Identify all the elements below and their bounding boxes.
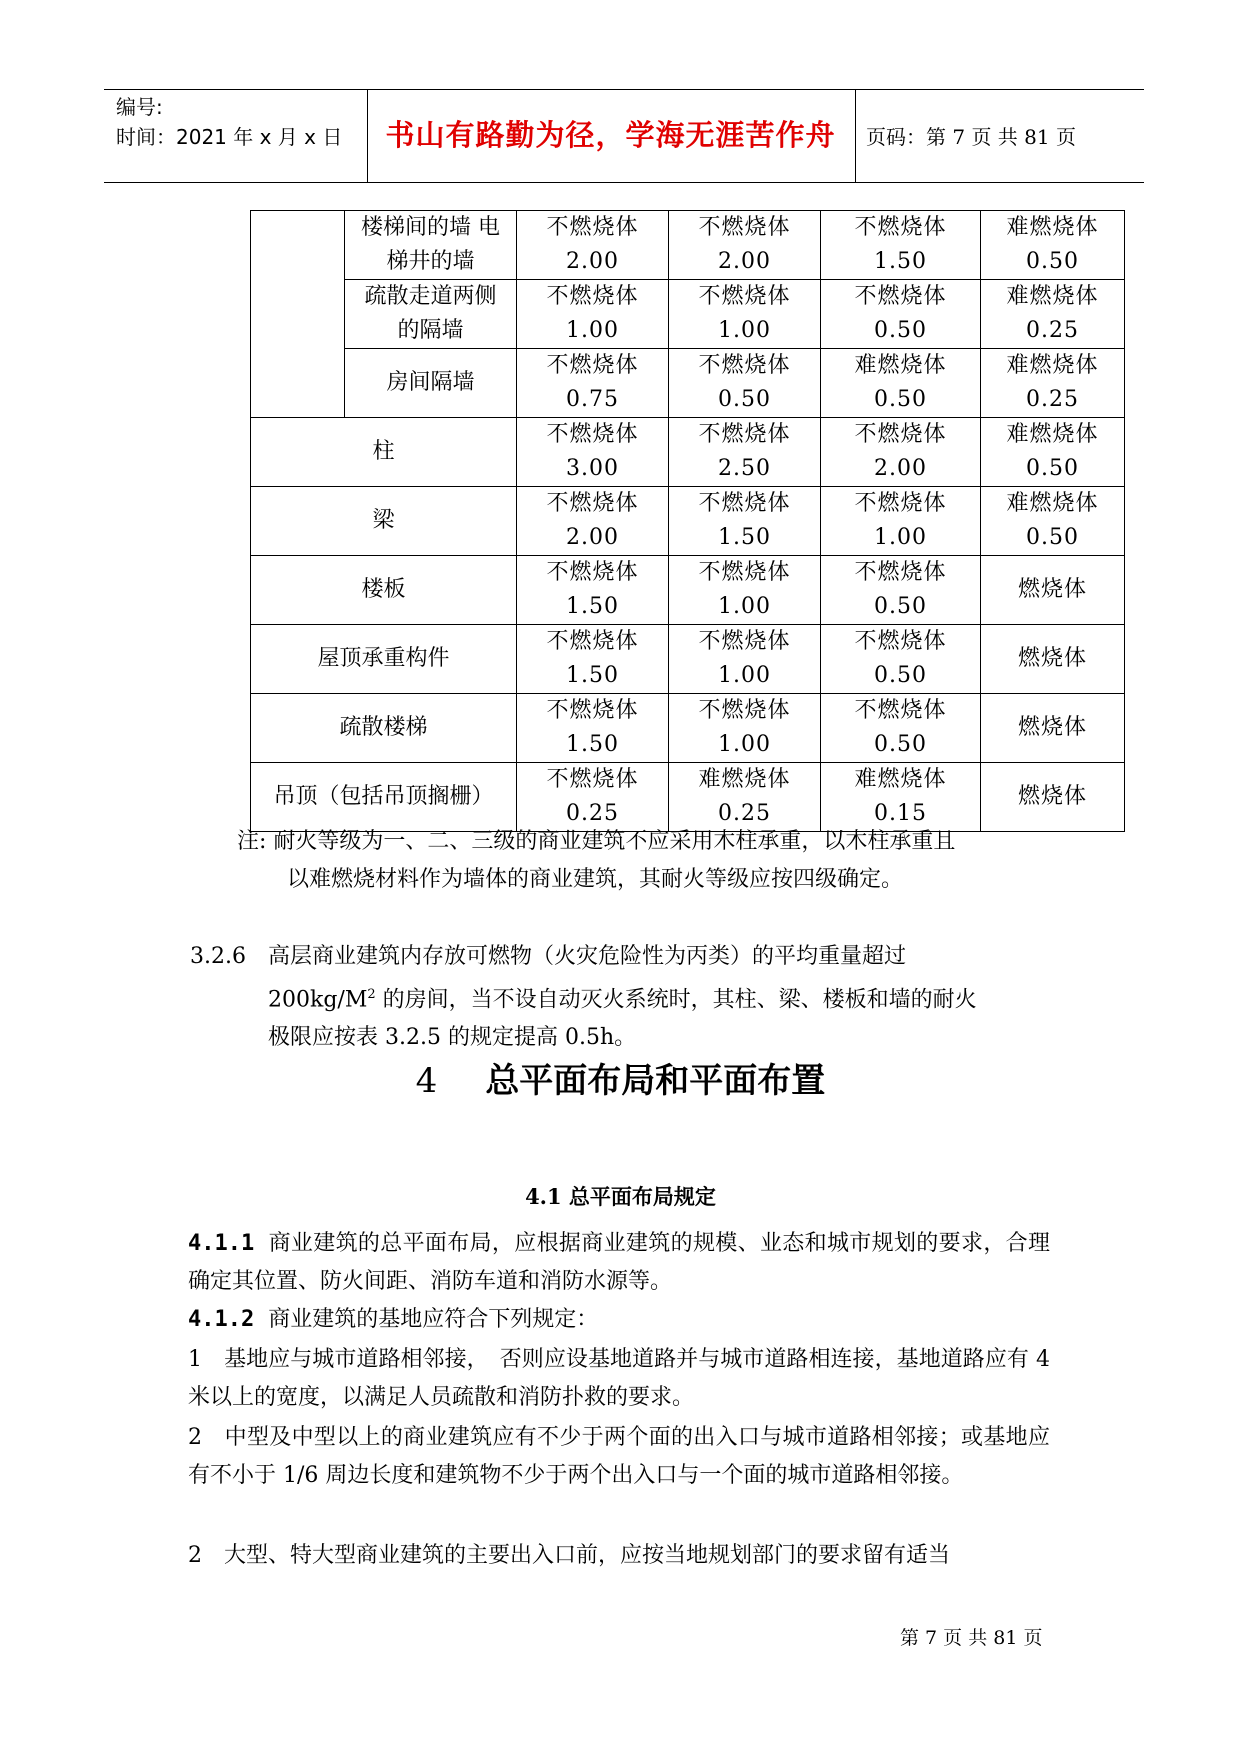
- table-cell: [517, 556, 669, 625]
- header-number-label: 编号:: [116, 95, 163, 119]
- cell-hours: 0.50: [1026, 456, 1079, 481]
- cell-material: 燃烧体: [1017, 715, 1087, 740]
- cell-hours: 1.50: [566, 732, 619, 757]
- cell-hours: 1.00: [718, 318, 771, 343]
- paragraph-item-1: [188, 1341, 1050, 1417]
- table-row: [251, 763, 1125, 832]
- header-bottom-rule: [104, 182, 1144, 183]
- cell-hours: 3.00: [566, 456, 619, 481]
- cell-hours: 0.50: [1026, 525, 1079, 550]
- cell-material: 难燃烧体: [1006, 422, 1099, 447]
- table-row: [251, 625, 1125, 694]
- header-motto: 书山有路勤为径，学海无涯苦作舟: [385, 118, 836, 152]
- table-cell: [981, 694, 1125, 763]
- cell-material: 不燃烧体: [546, 491, 639, 516]
- cell-hours: 0.50: [1026, 249, 1079, 274]
- cell-material: 难燃烧体: [1006, 284, 1099, 309]
- row-label: 柱: [251, 418, 517, 487]
- clause-superscript: 2: [367, 987, 376, 1002]
- chapter-title: [0, 1053, 1241, 1102]
- table-cell: [517, 418, 669, 487]
- table-cell: [981, 418, 1125, 487]
- cell-material: 难燃烧体: [854, 353, 947, 378]
- cell-material: 不燃烧体: [546, 767, 639, 792]
- header-left-block: [116, 92, 342, 152]
- cell-material: 不燃烧体: [546, 629, 639, 654]
- cell-material: 不燃烧体: [698, 353, 791, 378]
- paragraph-number: 4.1.1: [188, 1231, 255, 1256]
- cell-material: 燃烧体: [1017, 577, 1087, 602]
- table-cell: [821, 625, 981, 694]
- cell-hours: 0.50: [874, 663, 927, 688]
- table-cell: [669, 694, 821, 763]
- paragraph-text: 2 大型、特大型商业建筑的主要出入口前，应按当地规划部门的要求留有适当: [188, 1543, 950, 1568]
- row-label: 楼板: [251, 556, 517, 625]
- cell-hours: 1.50: [566, 663, 619, 688]
- header-top-rule: [104, 89, 1144, 90]
- cell-hours: 1.00: [718, 732, 771, 757]
- row-label: 梁: [251, 487, 517, 556]
- chapter-number: 4: [415, 1061, 438, 1101]
- table-note: [237, 823, 955, 899]
- cell-material: 不燃烧体: [698, 284, 791, 309]
- clause-line2-part-b: 的房间，当不设自动灭火系统时，其柱、梁、楼板和墙的耐火: [375, 987, 977, 1013]
- table-cell: [821, 556, 981, 625]
- table-cell: [981, 556, 1125, 625]
- table-cell: [669, 349, 821, 418]
- cell-hours: 0.15: [874, 801, 927, 826]
- table-row: [251, 349, 1125, 418]
- cell-material: 不燃烧体: [854, 215, 947, 240]
- cell-material: 不燃烧体: [546, 422, 639, 447]
- cell-material: 不燃烧体: [698, 215, 791, 240]
- table-row: [251, 556, 1125, 625]
- table-row: [251, 694, 1125, 763]
- cell-material: 难燃烧体: [698, 767, 791, 792]
- clause-line1: 高层商业建筑内存放可燃物（火灾危险性为丙类）的平均重量超过: [268, 944, 907, 969]
- cell-material: 难燃烧体: [1006, 215, 1099, 240]
- table-cell: [821, 349, 981, 418]
- table-row: [251, 280, 1125, 349]
- cell-material: 不燃烧体: [698, 698, 791, 723]
- cell-material: 不燃烧体: [546, 698, 639, 723]
- cell-material: 不燃烧体: [698, 491, 791, 516]
- cell-hours: 0.50: [874, 318, 927, 343]
- paragraph-item-3: [188, 1537, 1050, 1575]
- cell-hours: 1.50: [874, 249, 927, 274]
- cell-hours: 2.00: [874, 456, 927, 481]
- table-cell: [517, 694, 669, 763]
- table-cell: [669, 487, 821, 556]
- row-label: 吊顶（包括吊顶搁栅）: [251, 763, 517, 832]
- cell-material: 不燃烧体: [698, 629, 791, 654]
- cell-material: 不燃烧体: [698, 422, 791, 447]
- cell-hours: 0.75: [566, 387, 619, 412]
- table-row: [251, 211, 1125, 280]
- row-label: 疏散楼梯: [251, 694, 517, 763]
- row-label: 屋顶承重构件: [251, 625, 517, 694]
- row-label: 楼梯间的墙 电梯井的墙: [345, 211, 517, 280]
- table-cell: [981, 763, 1125, 832]
- clause-line3: 极限应按表 3.2.5 的规定提高 0.5h。: [268, 1025, 637, 1051]
- paragraph-4-1-1: [188, 1225, 1050, 1301]
- cell-material: 不燃烧体: [854, 698, 947, 723]
- header-divider-right: [855, 89, 856, 182]
- table-cell: [821, 280, 981, 349]
- page-footer: 第 7 页 共 81 页: [900, 1627, 1043, 1649]
- table-cell: [517, 763, 669, 832]
- clause-line2: [268, 976, 1050, 1019]
- clause-3-2-6: [190, 938, 1050, 1057]
- cell-material: 不燃烧体: [854, 491, 947, 516]
- cell-hours: 1.50: [566, 594, 619, 619]
- table-cell: [517, 625, 669, 694]
- cell-hours: 0.25: [1026, 387, 1079, 412]
- table-cell: [821, 487, 981, 556]
- table-cell: [669, 418, 821, 487]
- table-cell: [981, 280, 1125, 349]
- table-cell: [517, 280, 669, 349]
- cell-material: 燃烧体: [1017, 646, 1087, 671]
- table-cell: [821, 211, 981, 280]
- cell-hours: 2.00: [718, 249, 771, 274]
- cell-hours: 1.50: [718, 525, 771, 550]
- cell-hours: 0.50: [874, 732, 927, 757]
- header-page-label: 页码：第 7 页 共 81 页: [866, 125, 1076, 149]
- paragraph-text: 商业建筑的基地应符合下列规定：: [268, 1307, 599, 1332]
- cell-hours: 0.25: [1026, 318, 1079, 343]
- table-cell: [517, 487, 669, 556]
- table-note-line2: 以难燃烧材料作为墙体的商业建筑，其耐火等级应按四级确定。: [287, 867, 904, 892]
- cell-material: 不燃烧体: [546, 560, 639, 585]
- table-cell: [669, 763, 821, 832]
- section-title: 4.1 总平面布局规定: [525, 1184, 716, 1209]
- header-time-label: 时间：2021 年 x 月 x 日: [116, 125, 343, 149]
- cell-hours: 0.50: [874, 387, 927, 412]
- row-label: 疏散走道两侧的隔墙: [345, 280, 517, 349]
- table-cell: [669, 556, 821, 625]
- table-cell: [669, 280, 821, 349]
- cell-material: 不燃烧体: [854, 560, 947, 585]
- table-note-line1: 注: 耐火等级为一、二、三级的商业建筑不应采用木柱承重，以木柱承重且: [237, 829, 956, 854]
- table-cell: [669, 625, 821, 694]
- cell-hours: 1.00: [718, 594, 771, 619]
- paragraph-number: 4.1.2: [188, 1307, 255, 1332]
- cell-hours: 2.50: [718, 456, 771, 481]
- table-cell: [981, 349, 1125, 418]
- paragraph-4-1-2: [188, 1301, 1050, 1339]
- cell-material: 不燃烧体: [854, 629, 947, 654]
- cell-material: 难燃烧体: [854, 767, 947, 792]
- cell-material: 不燃烧体: [546, 284, 639, 309]
- table-cell: [517, 349, 669, 418]
- fire-resistance-table: [250, 210, 1125, 832]
- cell-hours: 2.00: [566, 249, 619, 274]
- cell-material: 不燃烧体: [854, 422, 947, 447]
- cell-material: 不燃烧体: [854, 284, 947, 309]
- cell-material: 难燃烧体: [1006, 353, 1099, 378]
- table-cell: [981, 487, 1125, 556]
- cell-material: 不燃烧体: [698, 560, 791, 585]
- row-label: 房间隔墙: [345, 349, 517, 418]
- paragraph-item-2: [188, 1419, 1050, 1495]
- table-row: [251, 418, 1125, 487]
- cell-material: 不燃烧体: [546, 353, 639, 378]
- cell-material: 不燃烧体: [546, 215, 639, 240]
- cell-hours: 0.50: [718, 387, 771, 412]
- table-row: [251, 487, 1125, 556]
- table-cell: [981, 625, 1125, 694]
- cell-hours: 1.00: [718, 663, 771, 688]
- paragraph-text: 1 基地应与城市道路相邻接， 否则应设基地道路并与城市道路相连接，基地道路应有 4 米以上的宽度，以满足人员疏散和消防扑救的要求。: [188, 1347, 1050, 1410]
- table-cell: [821, 694, 981, 763]
- cell-material: 燃烧体: [1017, 784, 1087, 809]
- cell-hours: 2.00: [566, 525, 619, 550]
- table-cell: [821, 418, 981, 487]
- cell-material: 难燃烧体: [1006, 491, 1099, 516]
- cell-hours: 0.25: [718, 801, 771, 826]
- clause-line2-part-a: 200kg/M: [268, 987, 368, 1013]
- cell-hours: 0.25: [566, 801, 619, 826]
- cell-hours: 1.00: [874, 525, 927, 550]
- cell-hours: 1.00: [566, 318, 619, 343]
- paragraph-text: 2 中型及中型以上的商业建筑应有不少于两个面的出入口与城市道路相邻接；或基地应有不小于 1/6 周边长度和建筑物不少于两个出入口与一个面的城市道路相邻接。: [188, 1425, 1050, 1488]
- chapter-title-text: 总平面布局和平面布置: [485, 1061, 826, 1101]
- paragraph-text: 商业建筑的总平面布局，应根据商业建筑的规模、业态和城市规划的要求，合理确定其位置、防火间距、消防车道和消防水源等。: [188, 1231, 1050, 1294]
- table-cell: [669, 211, 821, 280]
- table-cell: [517, 211, 669, 280]
- table-cell: [821, 763, 981, 832]
- table-cell: [981, 211, 1125, 280]
- cell-hours: 0.50: [874, 594, 927, 619]
- clause-number: 3.2.6: [190, 944, 246, 969]
- table-group-cell: [251, 211, 345, 418]
